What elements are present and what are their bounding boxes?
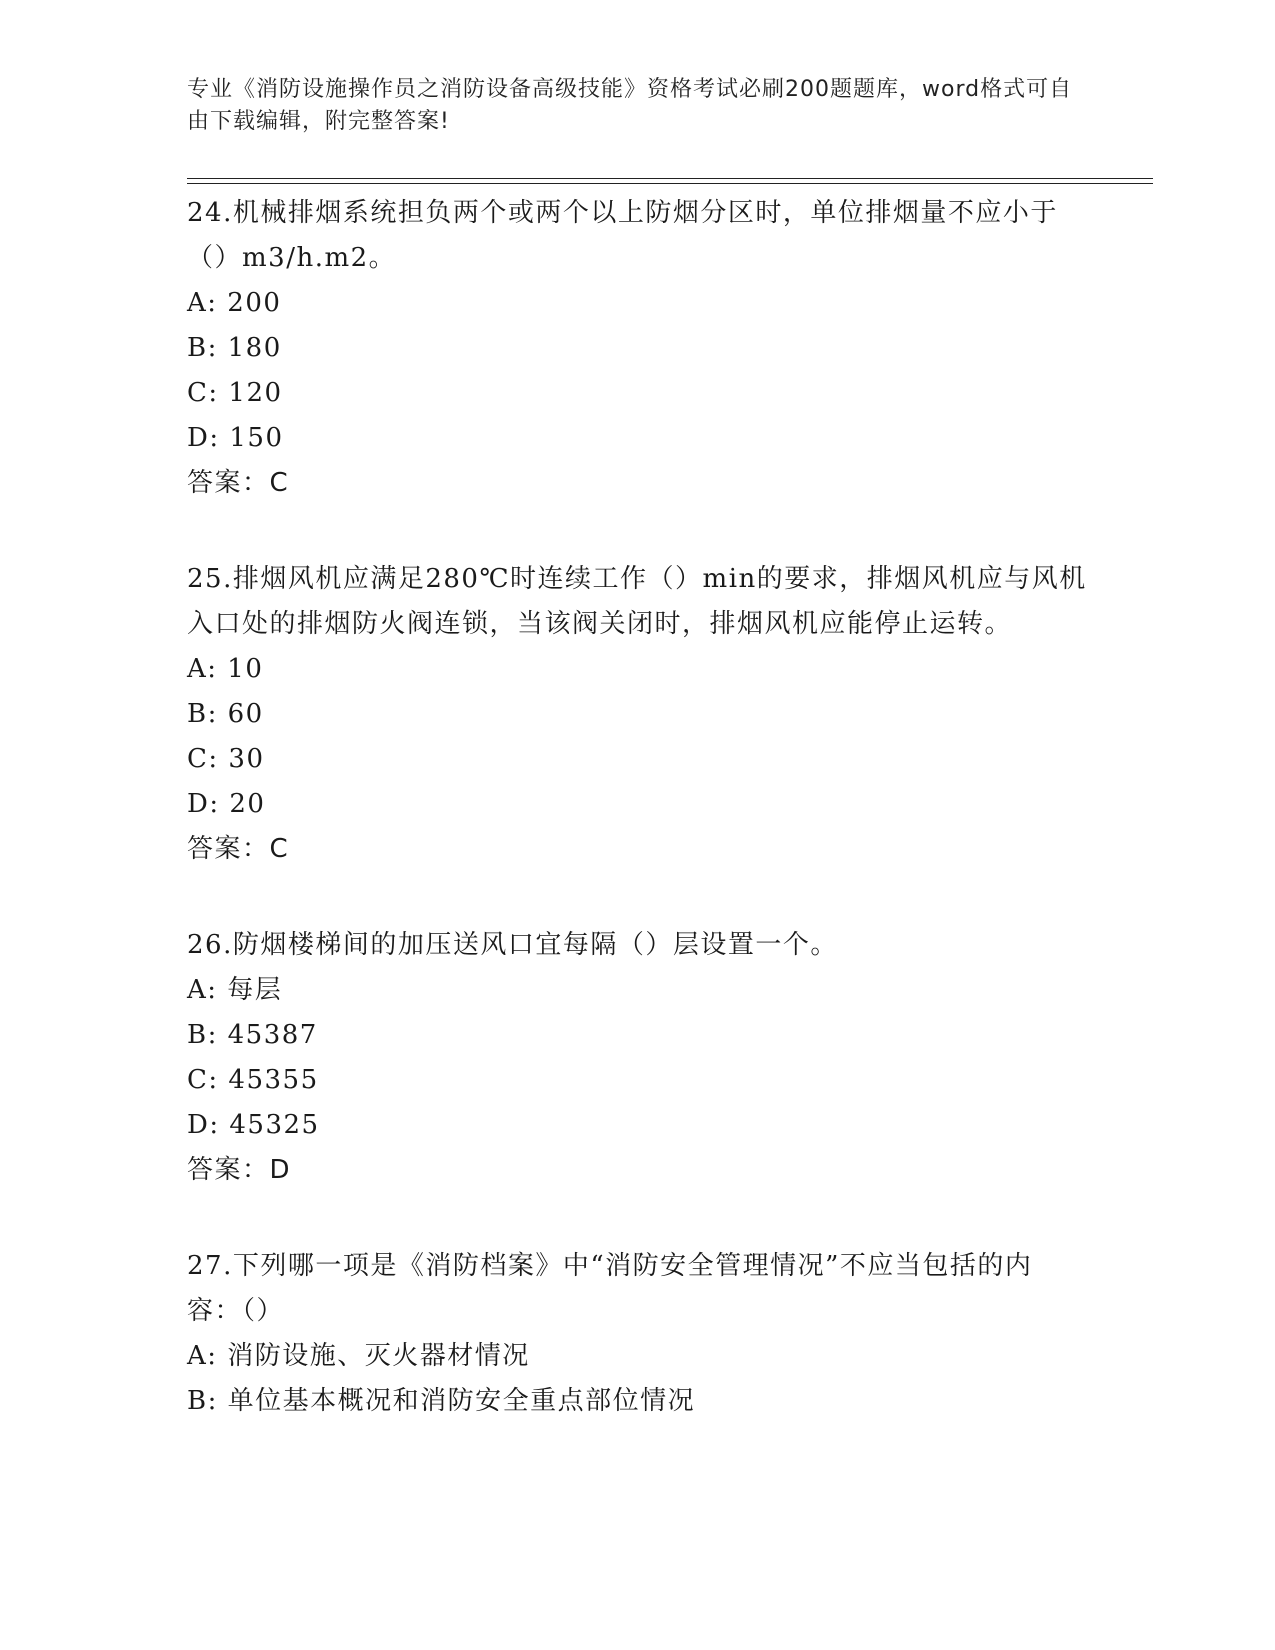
question-27 (187, 1244, 1087, 1424)
header-divider-top (187, 178, 1153, 179)
question-text: 25.排烟风机应满足280℃时连续工作（）min的要求，排烟风机应与风机入口处的排烟防火阀连锁，当该阀关闭时，排烟风机应能停止运转。 (187, 564, 1087, 639)
answer: 答案：C (187, 834, 290, 864)
question-24 (187, 191, 1087, 505)
question-text: 24.机械排烟系统担负两个或两个以上防烟分区时，单位排烟量不应小于（）m3/h.m2。 (187, 198, 1058, 273)
option-a: A: 10 (187, 654, 264, 684)
option-c: C: 120 (187, 378, 283, 408)
option-a: A: 消防设施、灭火器材情况 (187, 1341, 530, 1371)
header-divider-bottom (187, 183, 1153, 184)
answer: 答案：C (187, 468, 290, 498)
option-d: D: 20 (187, 789, 266, 819)
document-header: 专业《消防设施操作员之消防设备高级技能》资格考试必刷200题题库，word格式可自由下载编辑，附完整答案! (187, 77, 1073, 134)
question-text: 26.防烟楼梯间的加压送风口宜每隔（）层设置一个。 (187, 930, 838, 960)
question-text: 27.下列哪一项是《消防档案》中“消防安全管理情况”不应当包括的内容：（） (187, 1251, 1033, 1326)
question-list (187, 191, 1087, 1476)
option-c: C: 30 (187, 744, 265, 774)
answer: 答案：D (187, 1155, 292, 1185)
option-b: B: 单位基本概况和消防安全重点部位情况 (187, 1386, 696, 1416)
option-a: A: 每层 (187, 975, 283, 1005)
question-25 (187, 557, 1087, 871)
option-b: B: 45387 (187, 1020, 318, 1050)
option-b: B: 60 (187, 699, 264, 729)
option-a: A: 200 (187, 288, 282, 318)
option-d: D: 150 (187, 423, 284, 453)
question-26 (187, 923, 1087, 1192)
option-d: D: 45325 (187, 1110, 320, 1140)
option-b: B: 180 (187, 333, 282, 363)
option-c: C: 45355 (187, 1065, 319, 1095)
